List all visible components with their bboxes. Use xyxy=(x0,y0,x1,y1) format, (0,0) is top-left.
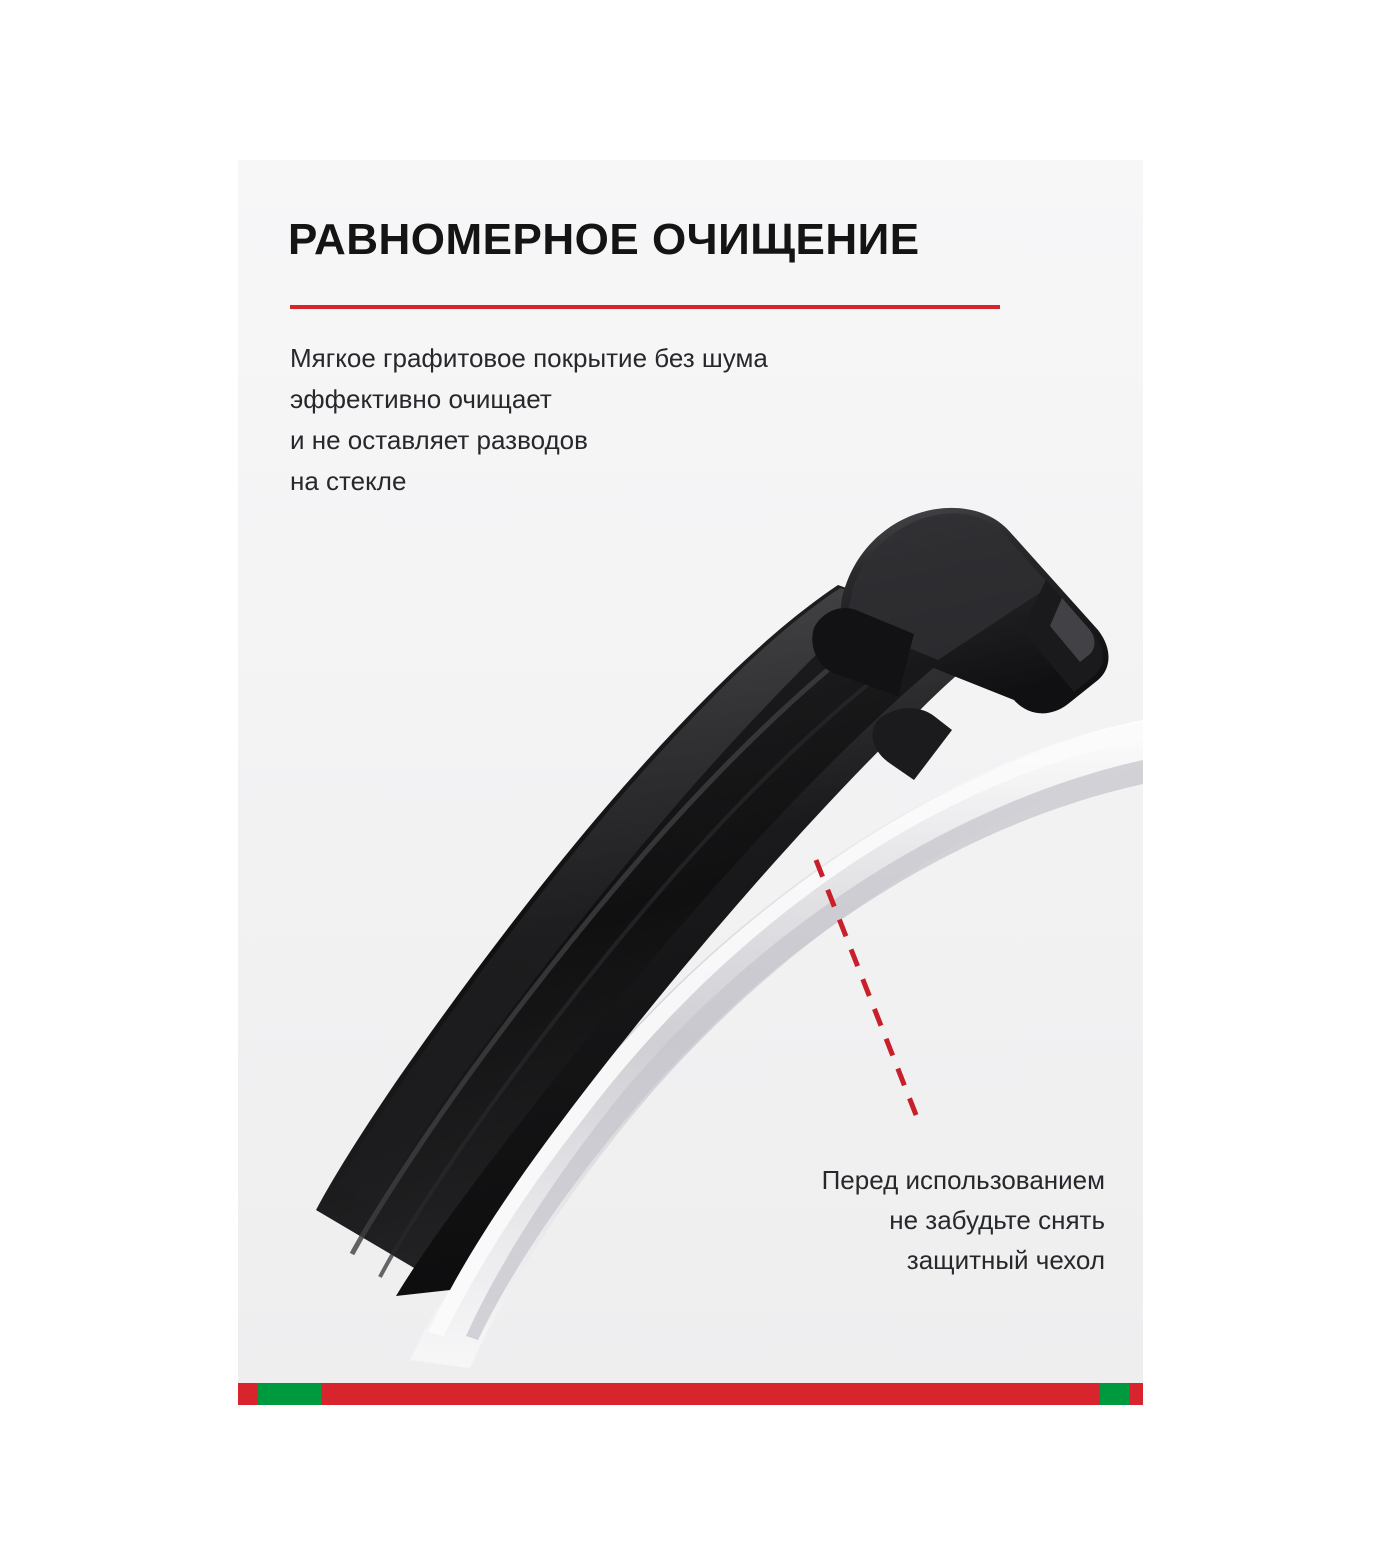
title-underline xyxy=(290,305,1000,309)
flag-segment-red-main xyxy=(321,1383,1099,1405)
page-title: РАВНОМЕРНОЕ ОЧИЩЕНИЕ xyxy=(288,215,920,264)
flag-segment-green-left xyxy=(258,1383,321,1405)
callout-line-2: не забудьте снять xyxy=(889,1205,1105,1235)
description-line-3: и не оставляет разводов xyxy=(290,425,588,455)
callout-line-3: защитный чехол xyxy=(906,1245,1105,1275)
flag-bar xyxy=(238,1383,1143,1405)
callout-text xyxy=(675,1160,1105,1280)
flag-segment-red-left xyxy=(238,1383,258,1405)
description-line-2: эффективно очищает xyxy=(290,384,552,414)
description-line-1: Мягкое графитовое покрытие без шума xyxy=(290,343,768,373)
description-line-4: на стекле xyxy=(290,466,407,496)
flag-segment-green-right xyxy=(1100,1383,1129,1405)
callout-line-1: Перед использованием xyxy=(821,1165,1105,1195)
description-text xyxy=(290,338,1010,502)
flag-segment-red-right xyxy=(1129,1383,1143,1405)
infographic-card xyxy=(238,160,1143,1405)
